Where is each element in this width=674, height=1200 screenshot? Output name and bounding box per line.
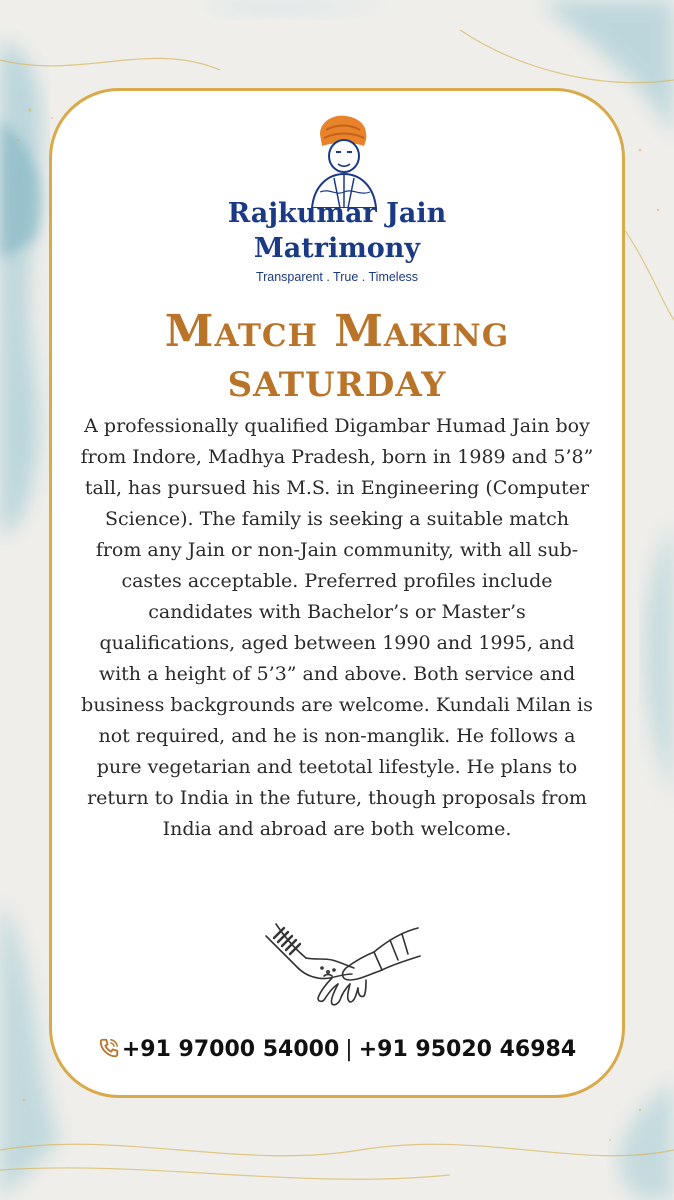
joined-hands-icon (262, 918, 422, 1018)
phone-separator: | (345, 1037, 353, 1062)
headline-saturday: SATURDAY (227, 365, 447, 405)
phone-icon (98, 1037, 120, 1059)
phone-number-1[interactable]: +91 97000 54000 (121, 1037, 340, 1062)
brand-name-line2: Matrimony (253, 233, 421, 264)
phone-number-2[interactable]: +91 95020 46984 (358, 1037, 577, 1062)
brand-name-line1: Rajkumar Jain (227, 198, 447, 229)
headline-match-making: Match Making (164, 306, 510, 357)
turbaned-man-portrait-icon (306, 112, 380, 208)
contact-row (0, 1037, 674, 1062)
brand-tagline: Transparent . True . Timeless (255, 270, 419, 284)
profile-description: A professionally qualified Digambar Humad Jain boy from Indore, Madhya Pradesh, born in 1989 and 5’8” tall, has pursued his M.S. in Engineering (Computer Science). The family is seeking a suitable match from any Jain or non-Jain community, with all sub-castes acceptable. Preferred profiles include candidates with Bachelor’s or Master’s qualifications, aged between 1990 and 1995, and with a height of 5’3” and above. Both service and business backgrounds are welcome. Kundali Milan is not required, and he is non-manglik. He follows a pure vegetarian and teetotal lifestyle. He plans to return to India in the future, though proposals from India and abroad are both welcome. (80, 415, 594, 840)
